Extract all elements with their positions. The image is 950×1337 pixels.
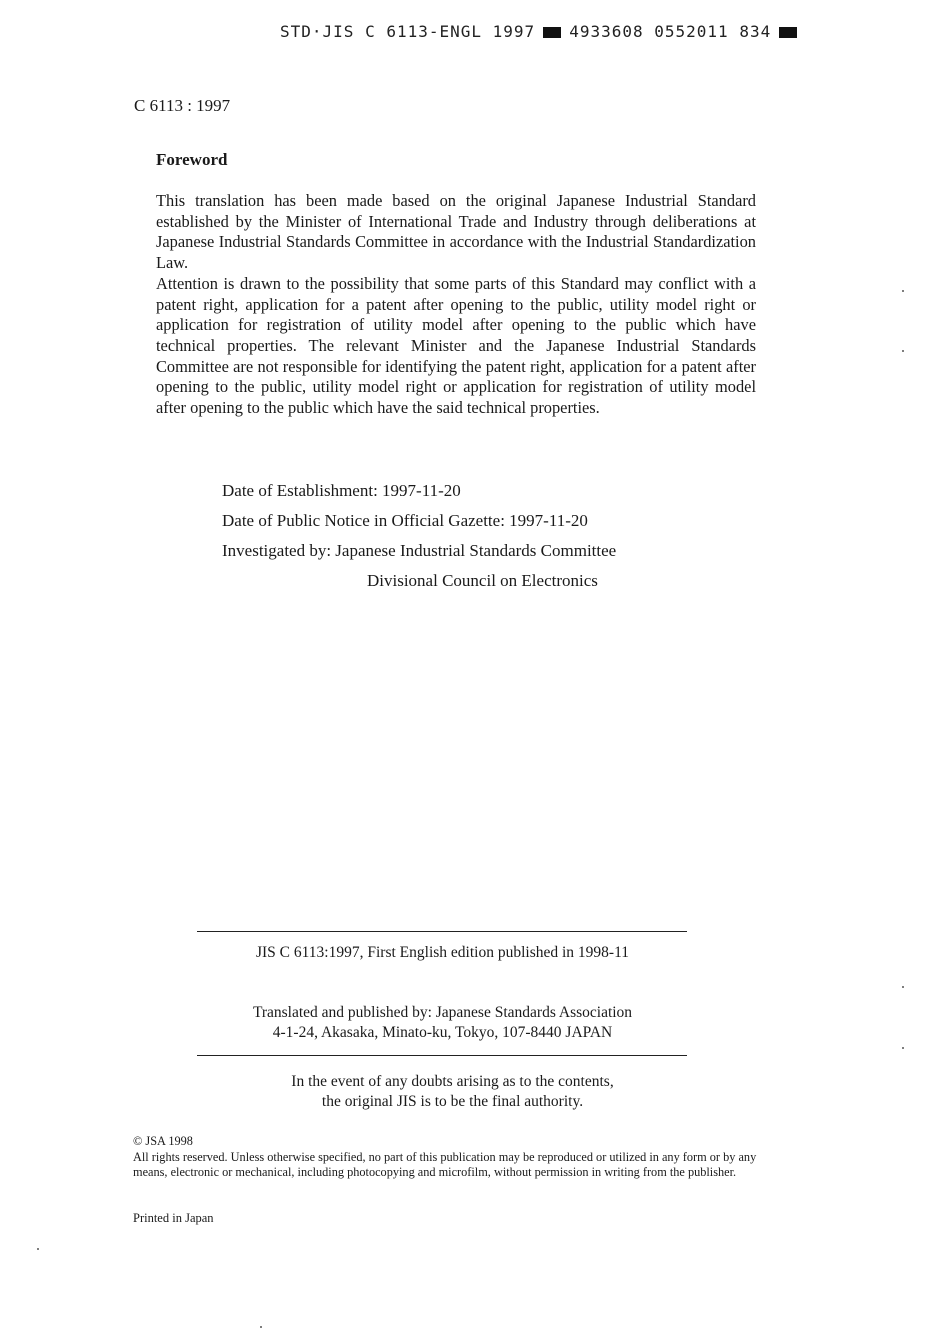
foreword-body: [156, 191, 756, 419]
authority-line-2: the original JIS is to be the final authority.: [321, 1093, 584, 1110]
scan-speck: [902, 350, 904, 352]
header-block-mark: [543, 27, 561, 38]
divisional-council: Divisional Council on Electronics: [367, 571, 598, 590]
scan-speck: [902, 290, 904, 292]
foreword-title: Foreword: [156, 150, 228, 169]
investigated-by: Investigated by: Japanese Industrial Standards Committee: [222, 541, 617, 560]
header-code: STD·JIS C 6113-ENGL 1997: [280, 22, 536, 41]
scan-header: [280, 22, 805, 41]
copyright-block: [133, 1134, 763, 1181]
publisher-address: 4-1-24, Akasaka, Minato-ku, Tokyo, 107-8440 JAPAN: [272, 1024, 613, 1041]
bottom-divider: [197, 1055, 687, 1056]
scan-speck: [260, 1326, 262, 1328]
rights-reserved-text: All rights reserved. Unless otherwise specified, no part of this publication may be reproduced or utilized in any form or by any means, electronic or mechanical, including photocopying and microfilm, without permission in writing from the publisher.: [133, 1149, 757, 1179]
document-number: C 6113 : 1997: [134, 96, 231, 115]
establishment-details: [222, 480, 616, 600]
scan-speck: [902, 1047, 904, 1049]
edition-note: JIS C 6113:1997, First English edition published in 1998-11: [255, 944, 629, 961]
publisher-name: Translated and published by: Japanese Standards Association: [252, 1004, 633, 1021]
scan-speck: [37, 1248, 39, 1250]
top-divider: [197, 931, 687, 932]
date-of-public-notice: Date of Public Notice in Official Gazette: 1997-11-20: [222, 511, 588, 530]
authority-line-1: In the event of any doubts arising as to the contents,: [291, 1073, 614, 1090]
scan-speck: [902, 986, 904, 988]
foreword-paragraph: Attention is drawn to the possibility that some parts of this Standard may conflict with a patent right, application for a patent after opening to the public, utility model right or application for registration of utility model after opening to the public which have technical properties. The relevant Minister and the Japanese Industrial Standards Committee are not responsible for identifying the patent right, application for a patent after opening to the public, utility model right or application for registration of utility model after opening to the public which have the said technical properties.: [156, 273, 756, 418]
copyright-mark: © JSA 1998: [133, 1134, 193, 1148]
publisher-block: [0, 1003, 885, 1043]
foreword-paragraph: This translation has been made based on the original Japanese Industrial Standard established by the Minister of International Trade and Industry through deliberations at Japanese Industrial Standards Committee in accordance with the Industrial Standardization Law.: [156, 191, 756, 273]
date-of-establishment: Date of Establishment: 1997-11-20: [222, 481, 461, 500]
header-serial: 4933608 0552011 834: [569, 22, 772, 41]
header-block-mark-end: [779, 27, 797, 38]
printed-in: Printed in Japan: [133, 1211, 214, 1225]
authority-note: [0, 1072, 905, 1112]
